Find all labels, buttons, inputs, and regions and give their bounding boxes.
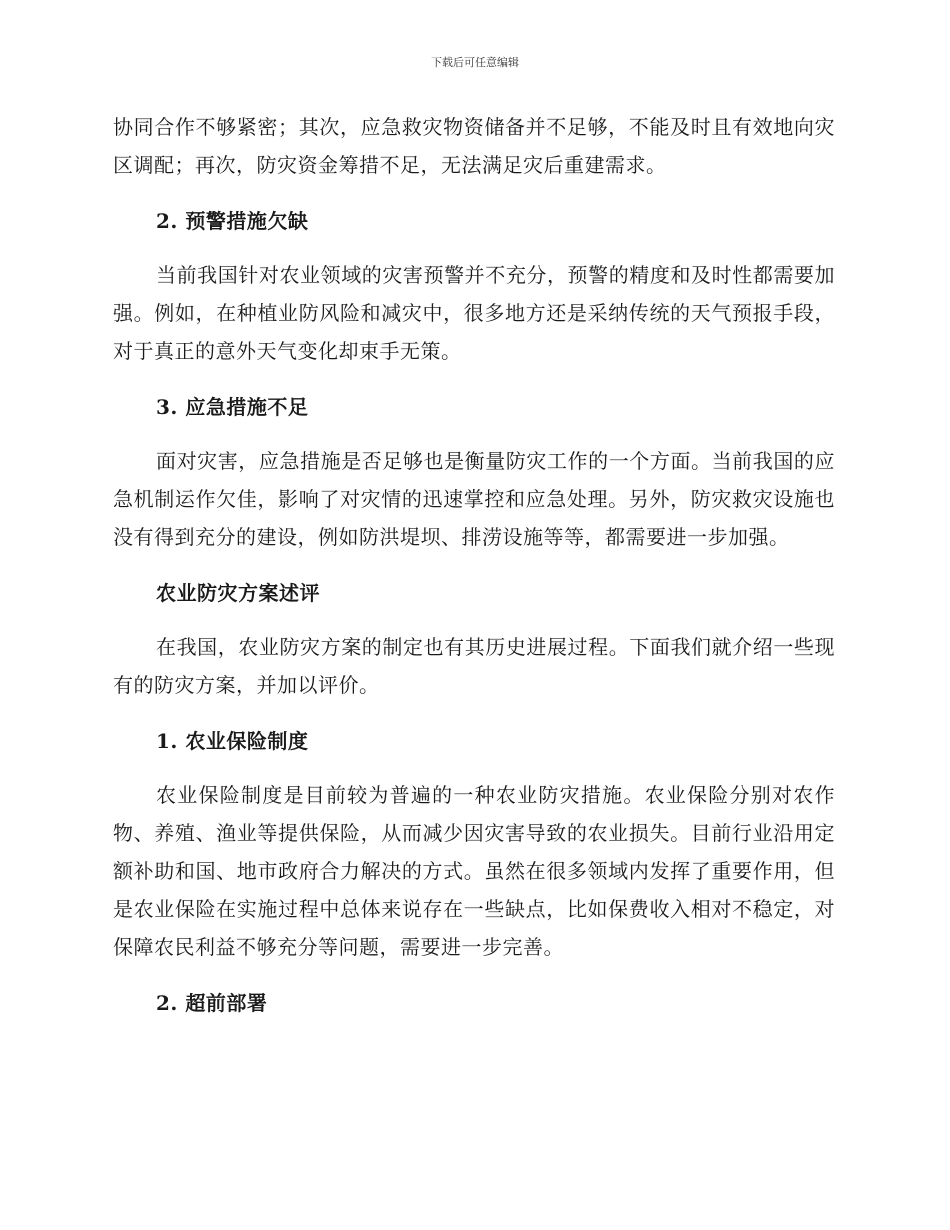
section-heading-insurance: 1. 农业保险制度: [156, 729, 309, 753]
running-header: 下载后可任意编辑: [431, 56, 519, 69]
paragraph-emergency: 面对灾害，应急措施是否足够也是衡量防灾工作的一个方面。当前我国的应急机制运作欠佳，影响了对灾情的迅速掌控和应急处理。另外，防灾救灾设施也没有得到充分的建设，例如防洪堤坝、排涝设施等等，都需要进一步加强。: [113, 449, 835, 549]
paragraph-continued: 协同合作不够紧密；其次，应急救灾物资储备并不足够，不能及时且有效地向灾区调配；再次，防灾资金筹措不足，无法满足灾后重建需求。: [113, 115, 835, 177]
section-heading-advance: 2. 超前部署: [156, 991, 268, 1015]
section-heading-review: 农业防灾方案述评: [156, 581, 320, 605]
paragraph-insurance: 农业保险制度是目前较为普遍的一种农业防灾措施。农业保险分别对农作物、养殖、渔业等提供保险，从而减少因灾害导致的农业损失。目前行业沿用定额补助和国、地市政府合力解决的方式。虽然在很多领域内发挥了重要作用，但是农业保险在实施过程中总体来说存在一些缺点，比如保费收入相对不稳定，对保障农民利益不够充分等问题，需要进一步完善。: [113, 783, 835, 959]
document-body: [113, 108, 835, 1022]
section-heading-emergency: 3. 应急措施不足: [156, 395, 309, 419]
paragraph-review: 在我国，农业防灾方案的制定也有其历史进展过程。下面我们就介绍一些现有的防灾方案，并加以评价。: [113, 635, 835, 697]
section-heading-warning: 2. 预警措施欠缺: [156, 209, 309, 233]
paragraph-warning: 当前我国针对农业领域的灾害预警并不充分，预警的精度和及时性都需要加强。例如，在种植业防风险和减灾中，很多地方还是采纳传统的天气预报手段，对于真正的意外天气变化却束手无策。: [113, 263, 835, 363]
